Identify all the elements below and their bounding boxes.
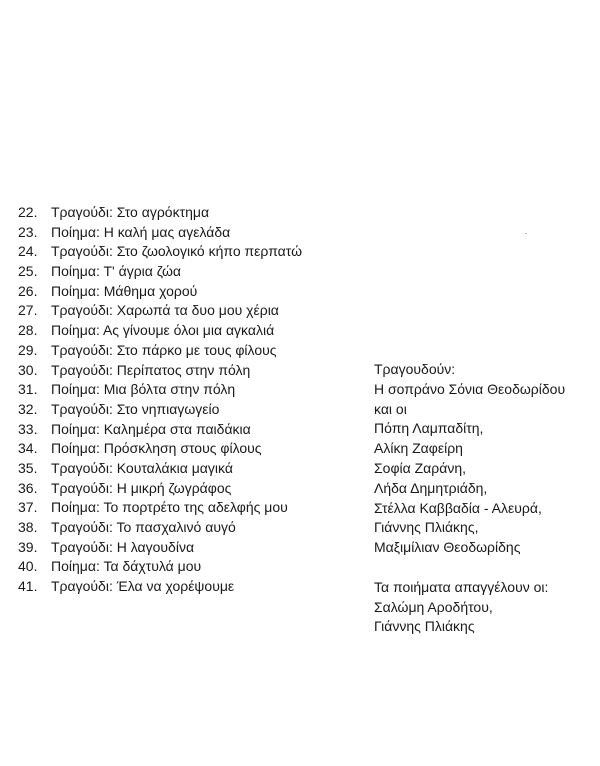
track-title: Τραγούδι: Στο ζωολογικό κήπο περπατώ	[51, 243, 303, 260]
track-item	[18, 498, 302, 518]
reciter-name: Γιάννης Πλιάκης	[374, 618, 475, 635]
track-item	[18, 321, 302, 341]
track-number: 38.	[18, 519, 38, 535]
track-number: 33.	[18, 420, 38, 437]
track-number: 31.	[18, 381, 38, 398]
singers-heading: Τραγουδούν:	[374, 361, 456, 377]
track-item	[18, 538, 302, 558]
track-list	[18, 203, 302, 597]
soprano-credit: Η σοπράνο Σόνια Θεοδωρίδου	[374, 380, 566, 397]
track-title: Τραγούδι: Το πασχαλινό αυγό	[51, 519, 236, 535]
track-item	[18, 420, 302, 440]
track-number: 25.	[18, 263, 38, 280]
track-item	[18, 203, 302, 223]
track-title: Ποίημα: Καλημέρα στα παιδάκια	[51, 420, 251, 437]
track-title: Τραγούδι: Κουταλάκια μαγικά	[51, 459, 233, 476]
track-number: 35.	[18, 459, 38, 476]
singer-name: Γιάννης Πλιάκης,	[374, 519, 479, 536]
track-item	[18, 518, 302, 538]
track-title: Τραγούδι: Στο πάρκο με τους φίλους	[51, 341, 277, 358]
track-title: Ποίημα: Το πορτρέτο της αδελφής μου	[51, 499, 288, 516]
track-item	[18, 577, 302, 597]
track-number: 39.	[18, 538, 38, 555]
singer-name: Αλίκη Ζαφείρη	[374, 440, 463, 457]
track-title: Τραγούδι: Περίπατος στην πόλη	[51, 361, 251, 378]
track-item	[18, 557, 302, 577]
reciters-heading: Τα ποιήματα απαγγέλουν οι:	[374, 578, 549, 595]
track-number: 27.	[18, 302, 38, 319]
track-number: 32.	[18, 400, 38, 417]
track-item	[18, 341, 302, 361]
track-number: 30.	[18, 361, 38, 378]
track-number: 40.	[18, 558, 38, 575]
track-title: Ποίημα: Τ' άγρια ζώα	[51, 263, 182, 280]
track-number: 23.	[18, 223, 38, 240]
track-title: Τραγούδι: Στο αγρόκτημα	[51, 204, 210, 220]
track-item	[18, 223, 302, 243]
track-item	[18, 459, 302, 479]
track-title: Τραγούδι: Έλα να χορέψουμε	[51, 578, 235, 595]
and-text: και οι	[374, 400, 407, 417]
track-title: Τραγούδι: Στο νηπιαγωγείο	[51, 400, 220, 417]
track-title: Ποίημα: Πρόσκληση στους φίλους	[51, 440, 262, 457]
track-number: 36.	[18, 479, 38, 496]
track-item	[18, 479, 302, 499]
track-title: Ποίημα: Μια βόλτα στην πόλη	[51, 381, 236, 398]
track-number: 28.	[18, 322, 38, 339]
track-item	[18, 380, 302, 400]
print-speck	[525, 233, 527, 234]
track-item	[18, 242, 302, 262]
reciter-name: Σαλώμη Αροδήτου,	[374, 598, 493, 615]
singer-name: Πόπη Λαμπαδίτη,	[374, 420, 484, 437]
track-title: Ποίημα: Μάθημα χορού	[51, 282, 198, 299]
track-title: Τραγούδι: Η μικρή ζωγράφος	[51, 479, 232, 496]
singer-name: Λήδα Δημητριάδη,	[374, 479, 488, 496]
track-number: 24.	[18, 243, 38, 260]
track-number: 34.	[18, 440, 38, 457]
singer-name: Σοφία Ζαράνη,	[374, 459, 466, 476]
track-number: 26.	[18, 282, 38, 299]
track-item	[18, 361, 302, 381]
track-number: 37.	[18, 499, 38, 516]
singer-name: Στέλλα Καββαδία - Αλευρά,	[374, 499, 542, 516]
track-item	[18, 400, 302, 420]
credits-spacer	[374, 558, 565, 578]
track-title: Τραγούδι: Η λαγουδίνα	[51, 538, 195, 555]
track-item	[18, 282, 302, 302]
credits-block	[374, 360, 565, 637]
track-item	[18, 439, 302, 459]
singer-name: Μαξιμίλιαν Θεοδωρίδης	[374, 539, 521, 556]
track-title: Ποίημα: Τα δάχτυλά μου	[51, 558, 202, 575]
track-number: 22.	[18, 204, 38, 220]
track-title: Τραγούδι: Χαρωπά τα δυο μου χέρια	[51, 302, 279, 319]
track-item	[18, 301, 302, 321]
track-title: Ποίημα: Ας γίνουμε όλοι μια αγκαλιά	[51, 322, 275, 339]
track-item	[18, 262, 302, 282]
track-number: 41.	[18, 578, 38, 595]
track-number: 29.	[18, 341, 38, 358]
track-title: Ποίημα: Η καλή μας αγελάδα	[51, 223, 231, 240]
